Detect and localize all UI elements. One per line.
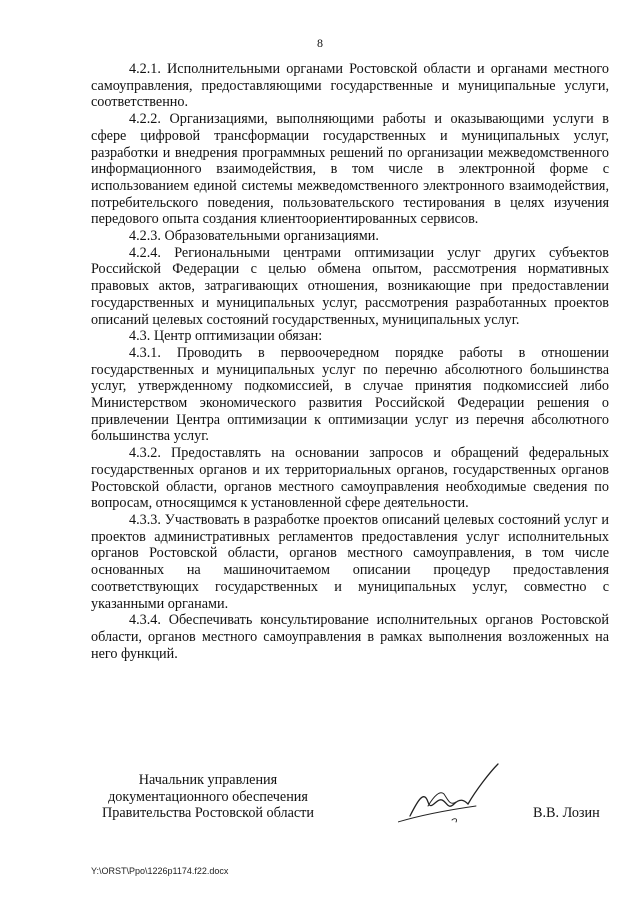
handwritten-signature (398, 760, 508, 832)
paragraph-4-2-2: 4.2.2. Организациями, выполняющими работы и оказывающими услуги в сфере цифровой трансформации государственных и муниципальных услуг, разработки и внедрения программных решений по организации межведомственного информационного взаимодействия, в том числе в электронной форме с использованием единой системы межведомственного электронного взаимодействия, потребительского поведения, пользовательского тестирования в целях изучения передового опыта создания клиентоориентированных сервисов. (91, 111, 609, 228)
page-number: 8 (317, 36, 323, 50)
paragraph-4-2-3: 4.2.3. Образовательными организациями. (129, 228, 379, 245)
paragraph-4-2-1: 4.2.1. Исполнительными органами Ростовской области и органами местного самоуправления, предоставляющими государственные и муниципальные услуги, соответственно. (91, 61, 609, 111)
paragraph-4-3-1: 4.3.1. Проводить в первоочередном порядке работы в отношении государственных и муниципальных услуг по перечню абсолютного большинства услуг, утвержденному подкомиссией, в случае принятия подкомиссией либо Министерством экономического развития Российской Федерации решения о привлечении Центра оптимизации к оптимизации услуг из перечня абсолютного большинства услуг. (91, 344, 609, 445)
paragraph-4-3-2: 4.3.2. Предоставлять на основании запросов и обращений федеральных государственных органов и их территориальных органов, государственных органов Ростовской области, органов местного самоуправления необходимые сведения по вопросам, относящимся к установленной сфере деятельности. (91, 445, 609, 512)
paragraph-4-3: 4.3. Центр оптимизации обязан: (129, 328, 323, 345)
signatory-title-line: Начальник управления (138, 772, 278, 788)
file-path-footer: Y:\ORST\Ppo\1226p1174.f22.docx (91, 866, 229, 876)
body-text (91, 61, 609, 662)
signatory-title-line: документационного обеспечения (108, 788, 308, 805)
paragraph-4-3-3: 4.3.3. Участвовать в разработке проектов описаний целевых состояний услуг и проектов административных регламентов предоставления услуг исполнительных органов Ростовской области, органов местного самоуправления, в том числе основанных на машиночитаемом описании процедур предоставления соответствующих государственных и муниципальных услуг, совместно с указанными органами. (91, 511, 609, 612)
signatory-title (88, 772, 328, 822)
paragraph-4-3-4: 4.3.4. Обеспечивать консультирование исполнительных органов Ростовской области, органов местного самоуправления в рамках выполнения возложенных на него функций. (91, 612, 609, 662)
paragraph-4-2-4: 4.2.4. Региональными центрами оптимизации услуг других субъектов Российской Федерации с целью обмена опытом, рассмотрения нормативных правовых актов, затрагивающих отношения, возникающие при предоставлении государственных и муниципальных услуг, рассмотрения разработанных проектов описаний целевых состояний государственных, муниципальных услуг. (91, 244, 609, 328)
signer-name: В.В. Лозин (533, 805, 600, 821)
signatory-title-line: Правительства Ростовской области (102, 805, 314, 821)
